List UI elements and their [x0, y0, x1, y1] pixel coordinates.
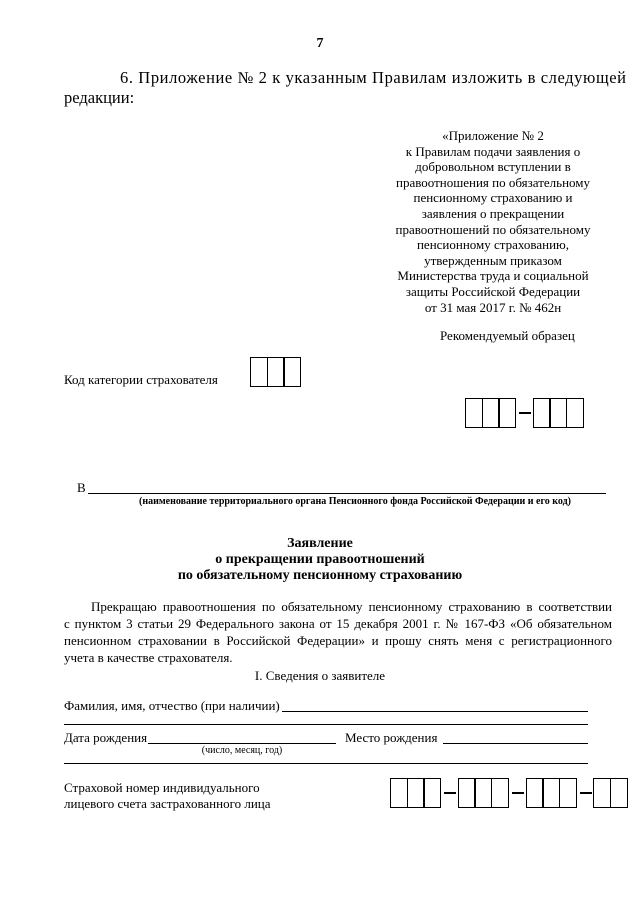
appendix-line: правоотношения по обязательному [395, 174, 591, 190]
appendix-line: добровольном вступлении в [415, 159, 571, 175]
appendix-line: «Приложение № 2 [442, 128, 544, 143]
pfr-code-box[interactable] [566, 398, 584, 428]
snils-separator [512, 792, 524, 794]
pfr-code-box[interactable] [549, 398, 567, 428]
section-heading: I. Сведения о заявителе [254, 668, 386, 683]
snils-box[interactable] [526, 778, 544, 808]
snils-separator [444, 792, 456, 794]
document-title: Заявление [287, 536, 353, 551]
addressee-caption: (наименование территориального органа Пенсионного фонда Российской Федерации и его код) [138, 496, 571, 507]
pfr-code-box[interactable] [465, 398, 483, 428]
appendix-line: защиты Российской Федерации [405, 283, 581, 299]
category-code-box[interactable] [283, 357, 301, 387]
pfr-code-box[interactable] [482, 398, 500, 428]
snils-box[interactable] [542, 778, 560, 808]
document-subtitle: по обязательному пенсионному страхованию [177, 568, 463, 583]
category-code-box[interactable] [250, 357, 268, 387]
addressee-field[interactable] [88, 493, 606, 494]
snils-box[interactable] [474, 778, 492, 808]
amendment-text-line-2: редакции: [64, 88, 135, 107]
birth-place-field[interactable] [443, 743, 588, 744]
code-separator [519, 412, 531, 414]
appendix-line: пенсионному страхованию и [413, 190, 573, 206]
snils-boxes[interactable] [390, 778, 628, 808]
statement-line: пенсионном страховании в Российской Федерации» и прошу снять меня с регистрационного [64, 633, 612, 648]
appendix-line: правоотношений по обязательному [395, 221, 591, 237]
recommended-sample-label: Рекомендуемый образец [440, 328, 575, 343]
page-number: 7 [316, 36, 324, 51]
snils-box[interactable] [593, 778, 611, 808]
appendix-line: заявления о прекращении [421, 205, 565, 221]
full-name-label: Фамилия, имя, отчество (при наличии) [64, 698, 280, 713]
full-name-field[interactable] [282, 711, 588, 712]
snils-box[interactable] [390, 778, 408, 808]
birth-date-label: Дата рождения [64, 730, 148, 745]
pfr-code-box[interactable] [533, 398, 551, 428]
snils-box[interactable] [491, 778, 509, 808]
appendix-line: к Правилам подачи заявления о [405, 143, 581, 159]
snils-label-continued: лицевого счета застрахованного лица [64, 796, 271, 811]
full-name-field-continuation[interactable] [64, 724, 588, 725]
snils-separator [580, 792, 592, 794]
appendix-line: Министерства труда и социальной [397, 268, 589, 284]
appendix-line: пенсионному страхованию, [416, 237, 570, 253]
category-code-box[interactable] [267, 357, 285, 387]
amendment-text-line-1: 6. Приложение № 2 к указанным Правилам изложить в следующей [120, 68, 627, 87]
statement-paragraph [64, 598, 612, 666]
snils-box[interactable] [458, 778, 476, 808]
appendix-reference-block [380, 128, 606, 315]
statement-line: Прекращаю правоотношения по обязательному пенсионному страхованию в соответствии [91, 599, 612, 614]
addressee-prefix: В [77, 480, 86, 495]
pfr-code-boxes[interactable] [465, 398, 584, 428]
appendix-line: от 31 мая 2017 г. № 462н [424, 299, 562, 315]
snils-box[interactable] [407, 778, 425, 808]
statement-line: с пунктом 3 статьи 29 Федерального закона от 15 декабря 2001 г. № 167-ФЗ «Об обязательном [64, 616, 612, 631]
birth-place-field-continuation[interactable] [64, 763, 588, 764]
category-code-boxes[interactable] [250, 357, 301, 387]
snils-box[interactable] [559, 778, 577, 808]
pfr-code-box[interactable] [498, 398, 516, 428]
snils-label: Страховой номер индивидуального [64, 780, 260, 795]
birth-date-field[interactable] [148, 743, 336, 744]
birth-place-label: Место рождения [345, 730, 438, 745]
category-code-label: Код категории страхователя [64, 372, 218, 387]
statement-line: учета в качестве страхователя. [64, 650, 233, 665]
birth-date-caption: (число, месяц, год) [201, 745, 283, 756]
appendix-line: утвержденным приказом [424, 252, 562, 268]
snils-box[interactable] [610, 778, 628, 808]
snils-box[interactable] [423, 778, 441, 808]
document-subtitle: о прекращении правоотношений [215, 552, 425, 567]
